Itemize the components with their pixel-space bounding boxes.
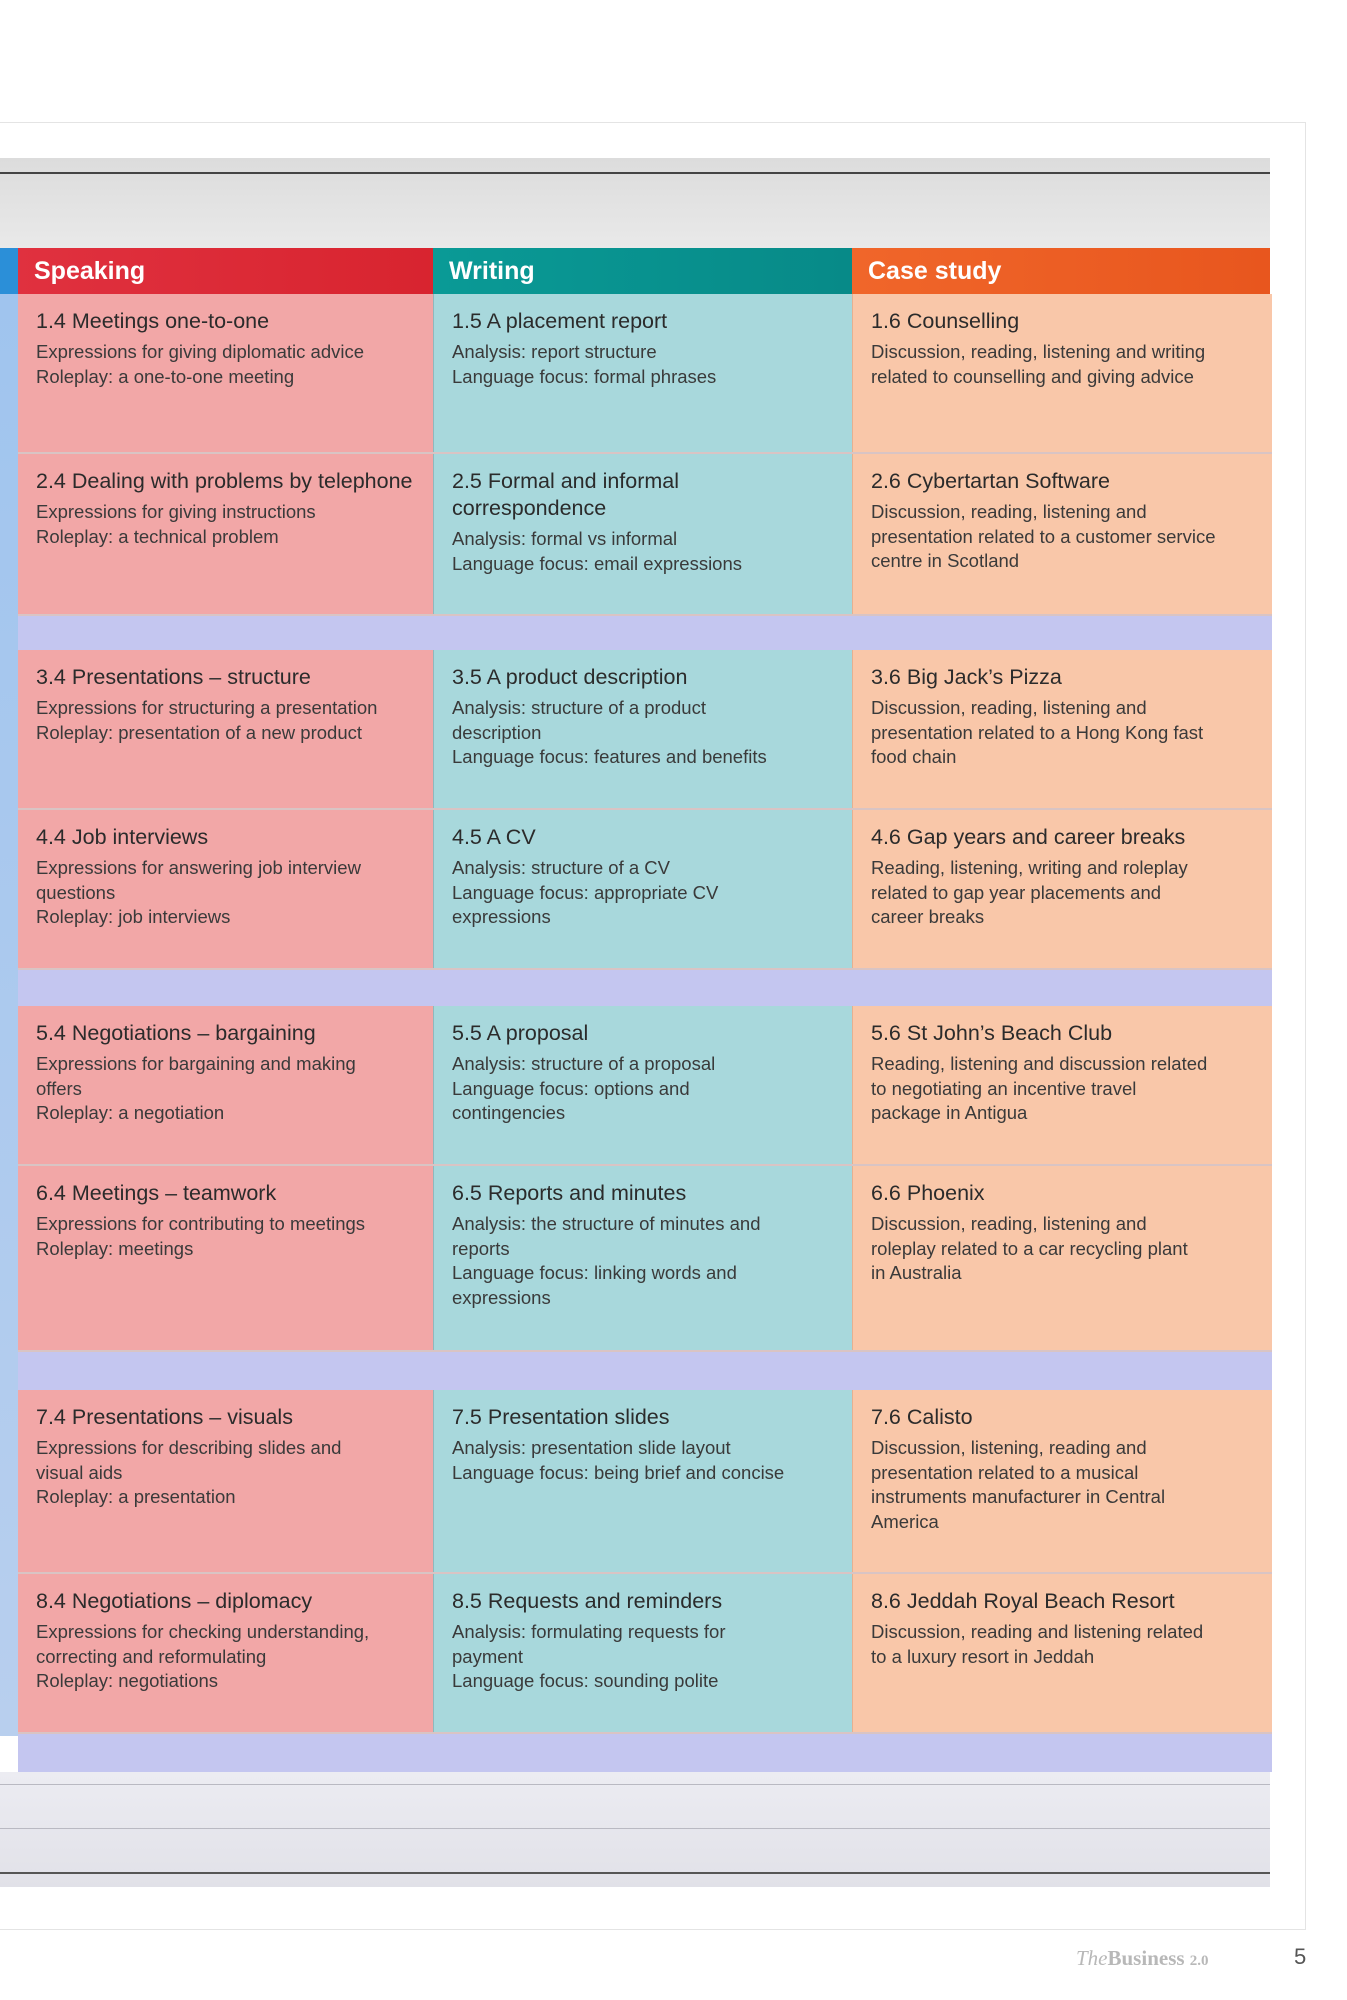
column-header-case-study: Case study [852,248,1270,294]
writing-cell [433,294,852,452]
unit-detail: Expressions for giving diplomatic advice [36,341,365,362]
speaking-cell [18,650,433,808]
unit-title: 5.4 Negotiations – bargaining [36,1021,316,1045]
case-study-cell [852,650,1272,808]
unit-detail: presentation related to a Hong Kong fast [871,721,1204,743]
unit-detail: America [871,1510,939,1532]
unit-detail: centre in Scotland [871,550,1020,571]
unit-detail: Language focus: options and [452,1077,690,1099]
unit-detail: career breaks [871,906,985,927]
unit-detail: description [452,721,542,743]
case-study-cell [852,1390,1272,1572]
unit-detail: roleplay related to a car recycling plant [871,1237,1188,1259]
table-row [18,650,1272,810]
table-row [18,1006,1272,1166]
writing-cell [433,1390,852,1572]
case-study-cell [852,1006,1272,1164]
unit-detail: Roleplay: negotiations [36,1670,219,1691]
unit-detail: Analysis: structure of a CV [452,857,670,878]
unit-title: 8.4 Negotiations – diplomacy [36,1589,313,1613]
unit-title: 6.5 Reports and minutes [452,1181,687,1205]
table-row [18,294,1272,454]
left-edge-cap [0,248,18,294]
unit-detail: to a luxury resort in Jeddah [871,1645,1095,1667]
unit-title: 3.4 Presentations – structure [36,665,311,689]
unit-detail: Discussion, reading, listening and [871,501,1147,522]
unit-detail: expressions [452,1286,551,1308]
unit-detail: food chain [871,746,957,767]
case-study-cell [852,1166,1272,1350]
unit-group-separator [18,616,1272,650]
unit-detail: Discussion, reading, listening and [871,1213,1147,1234]
unit-detail: Expressions for bargaining and making [36,1053,356,1074]
speaking-cell [18,1166,433,1350]
unit-detail: related to gap year placements and [871,881,1162,903]
unit-detail: presentation related to a musical [871,1461,1139,1483]
unit-detail: Discussion, reading, listening and writing [871,341,1206,362]
unit-detail: to negotiating an incentive travel [871,1077,1137,1099]
unit-detail: Roleplay: job interviews [36,906,231,927]
unit-title: 1.5 A placement report [452,309,668,333]
unit-detail: Roleplay: meetings [36,1237,194,1259]
unit-detail: Discussion, listening, reading and [871,1437,1147,1458]
unit-detail: Roleplay: a presentation [36,1486,236,1507]
case-study-cell [852,1574,1272,1732]
unit-title: 4.6 Gap years and career breaks [871,825,1186,849]
unit-detail: payment [452,1645,523,1667]
unit-detail: Analysis: presentation slide layout [452,1437,731,1458]
unit-group-separator [18,1734,1272,1772]
unit-detail: Analysis: structure of a product [452,697,706,718]
footer-rule [0,1828,1270,1829]
unit-detail: Language focus: appropriate CV [452,881,719,903]
unit-detail: Expressions for checking understanding, [36,1621,370,1642]
unit-detail: Expressions for giving instructions [36,501,316,522]
writing-cell [433,1574,852,1732]
speaking-cell [18,294,433,452]
table-row [18,1574,1272,1734]
table-row [18,454,1272,616]
unit-title: 5.6 St John’s Beach Club [871,1021,1113,1045]
unit-title: 2.5 Formal and informal correspondence [452,469,680,520]
unit-detail: Language focus: sounding polite [452,1670,719,1691]
unit-detail: Language focus: formal phrases [452,365,717,387]
unit-detail: Analysis: formal vs informal [452,528,678,549]
table-row [18,1166,1272,1352]
unit-detail: Roleplay: presentation of a new product [36,721,363,743]
unit-title: 4.5 A CV [452,825,536,849]
column-header-speaking: Speaking [18,248,433,294]
left-edge-strip [0,248,18,1736]
unit-title: 3.6 Big Jack’s Pizza [871,665,1062,689]
unit-title: 2.4 Dealing with problems by telephone [36,469,413,493]
unit-detail: Analysis: report structure [452,341,657,362]
brand-logo [1076,1946,1209,1971]
unit-group-separator [18,1352,1272,1390]
unit-title: 8.6 Jeddah Royal Beach Resort [871,1589,1175,1613]
unit-detail: Expressions for answering job interview [36,857,361,878]
brand-the: The [1076,1946,1108,1970]
unit-detail: Language focus: being brief and concise [452,1461,785,1483]
unit-detail: Discussion, reading, listening and [871,697,1147,718]
table-row [18,810,1272,970]
speaking-cell [18,1006,433,1164]
unit-title: 6.6 Phoenix [871,1181,985,1205]
brand-version: 2.0 [1189,1953,1209,1969]
speaking-cell [18,1574,433,1732]
unit-detail: Roleplay: a one-to-one meeting [36,365,295,387]
unit-detail: correcting and reformulating [36,1645,267,1667]
case-study-cell [852,454,1272,614]
footer-dark-rule [0,1872,1270,1874]
unit-detail: expressions [452,906,551,927]
unit-group-separator [18,970,1272,1006]
unit-title: 7.6 Calisto [871,1405,973,1429]
writing-cell [433,810,852,968]
unit-detail: reports [452,1237,510,1259]
speaking-cell [18,1390,433,1572]
unit-detail: Analysis: formulating requests for [452,1621,726,1642]
unit-title: 6.4 Meetings – teamwork [36,1181,277,1205]
footer-band [0,1772,1270,1887]
page-number: 5 [1294,1944,1307,1969]
writing-cell [433,454,852,614]
unit-detail: questions [36,881,116,903]
footer-rule [0,1784,1270,1785]
unit-title: 7.4 Presentations – visuals [36,1405,293,1429]
column-header-writing: Writing [433,248,852,294]
unit-detail: presentation related to a customer service [871,525,1216,547]
unit-detail: contingencies [452,1102,566,1123]
unit-title: 7.5 Presentation slides [452,1405,670,1429]
unit-detail: Expressions for describing slides and [36,1437,342,1458]
case-study-cell [852,294,1272,452]
unit-title: 5.5 A proposal [452,1021,589,1045]
brand-business: Business [1107,1946,1185,1970]
unit-title: 1.6 Counselling [871,309,1020,333]
unit-detail: visual aids [36,1461,123,1483]
unit-title: 8.5 Requests and reminders [452,1589,723,1613]
unit-detail: Analysis: structure of a proposal [452,1053,716,1074]
unit-detail: Roleplay: a negotiation [36,1102,225,1123]
unit-title: 1.4 Meetings one-to-one [36,309,270,333]
unit-detail: Language focus: linking words and [452,1262,737,1283]
writing-cell [433,1166,852,1350]
header-rule [0,172,1270,174]
unit-title: 3.5 A product description [452,665,688,689]
unit-detail: in Australia [871,1262,962,1283]
unit-title: 4.4 Job interviews [36,825,209,849]
unit-detail: related to counselling and giving advice [871,365,1194,387]
unit-detail: Expressions for structuring a presentation [36,697,378,718]
unit-detail: offers [36,1077,82,1099]
unit-detail: package in Antigua [871,1102,1028,1123]
unit-detail: Reading, listening, writing and roleplay [871,857,1188,878]
unit-title: 2.6 Cybertartan Software [871,469,1111,493]
writing-cell [433,1006,852,1164]
unit-detail: Language focus: features and benefits [452,746,767,767]
unit-detail: Discussion, reading and listening related [871,1621,1204,1642]
unit-detail: Expressions for contributing to meetings [36,1213,366,1234]
table-row [18,1390,1272,1574]
speaking-cell [18,454,433,614]
case-study-cell [852,810,1272,968]
speaking-cell [18,810,433,968]
unit-detail: instruments manufacturer in Central [871,1486,1166,1507]
unit-detail: Analysis: the structure of minutes and [452,1213,761,1234]
unit-detail: Reading, listening and discussion related [871,1053,1208,1074]
unit-detail: Language focus: email expressions [452,552,743,574]
unit-detail: Roleplay: a technical problem [36,525,279,547]
writing-cell [433,650,852,808]
